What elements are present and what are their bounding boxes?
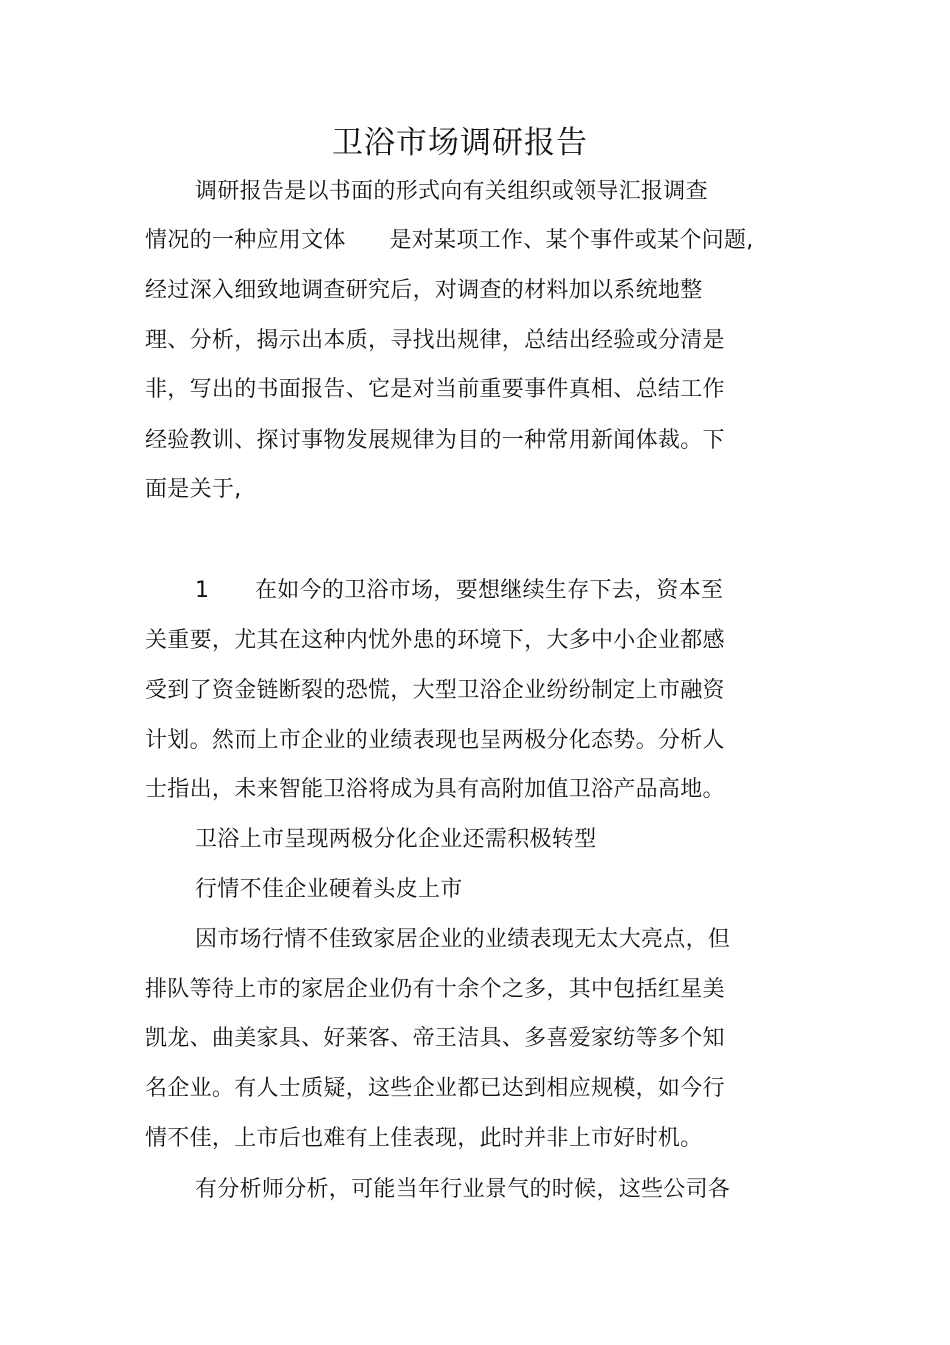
- intro-line-2: 情况的一种应用文体 是对某项工作、某个事件或某个问题,: [145, 228, 754, 253]
- section-1-line-5: 士指出，未来智能卫浴将成为具有高附加值卫浴产品高地。: [145, 777, 725, 802]
- intro-line-6: 经验教训、探讨事物发展规律为目的一种常用新闻体裁。下: [145, 428, 725, 453]
- para-2-line-1: 因市场行情不佳致家居企业的业绩表现无太大亮点，但: [195, 927, 731, 952]
- para-3-line-1: 有分析师分析，可能当年行业景气的时候，这些公司各: [195, 1177, 731, 1202]
- heading-1: 卫浴上市呈现两极分化企业还需积极转型: [195, 827, 597, 852]
- section-1-line-4: 计划。然而上市企业的业绩表现也呈两极分化态势。分析人: [145, 728, 725, 753]
- para-2-line-5: 情不佳，上市后也难有上佳表现，此时并非上市好时机。: [145, 1126, 703, 1151]
- section-1-line-1: [195, 574, 723, 608]
- intro-line-1: 调研报告是以书面的形式向有关组织或领导汇报调查: [195, 179, 708, 204]
- document-title: 卫浴市场调研报告: [332, 125, 588, 161]
- section-number: 1: [195, 578, 210, 603]
- section-1-text: 在如今的卫浴市场，要想继续生存下去，资本至: [255, 578, 724, 603]
- para-2-line-2: 排队等待上市的家居企业仍有十余个之多，其中包括红星美: [145, 977, 725, 1002]
- para-2-line-4: 名企业。有人士质疑，这些企业都已达到相应规模，如今行: [145, 1076, 725, 1101]
- heading-2: 行情不佳企业硬着头皮上市: [195, 877, 463, 902]
- section-1-line-2: 关重要，尤其在这种内忧外患的环境下，大多中小企业都感: [145, 628, 725, 653]
- intro-line-5: 非，写出的书面报告、它是对当前重要事件真相、总结工作: [145, 377, 725, 402]
- para-2-line-3: 凯龙、曲美家具、好莱客、帝王洁具、多喜爱家纺等多个知: [145, 1026, 725, 1051]
- intro-line-7: 面是关于,: [145, 477, 242, 502]
- intro-line-4: 理、分析，揭示出本质，寻找出规律，总结出经验或分清是: [145, 328, 725, 353]
- section-1-line-3: 受到了资金链断裂的恐慌，大型卫浴企业纷纷制定上市融资: [145, 678, 725, 703]
- intro-line-3: 经过深入细致地调查研究后，对调查的材料加以系统地整: [145, 278, 703, 303]
